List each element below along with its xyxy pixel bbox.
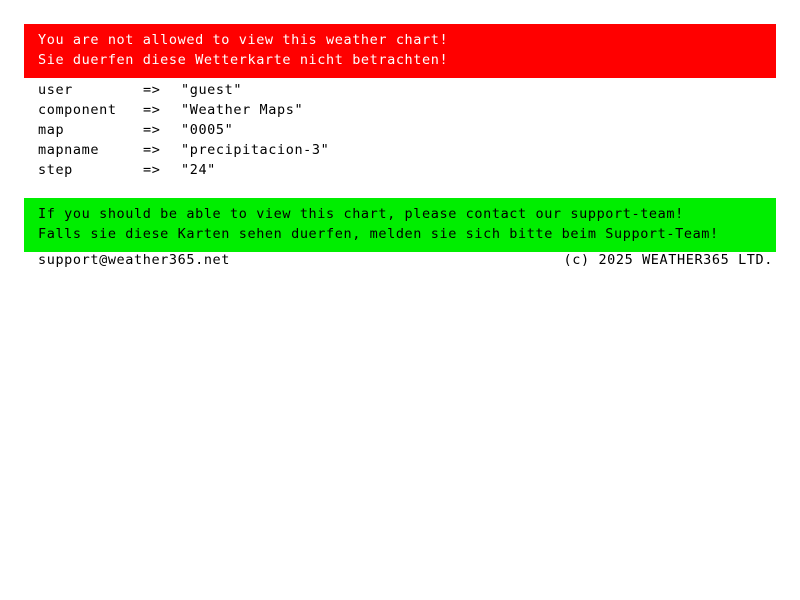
- param-value-step: "24": [181, 162, 216, 178]
- error-banner: [24, 24, 776, 78]
- param-value-mapname: "precipitacion-3": [181, 142, 330, 158]
- param-key-component: component: [38, 102, 117, 118]
- table-row: [38, 100, 329, 120]
- support-banner-line-en: If you should be able to view this chart, please contact our support-team!: [38, 206, 684, 222]
- param-key-step: step: [38, 162, 73, 178]
- support-banner: [24, 198, 776, 252]
- support-banner-line-de: Falls sie diese Karten sehen duerfen, melden sie sich bitte beim Support-Team!: [38, 226, 719, 242]
- param-arrow: =>: [143, 162, 161, 178]
- table-row: [38, 120, 329, 140]
- copyright-text: (c) 2025 WEATHER365 LTD.: [563, 252, 773, 268]
- param-key-user: user: [38, 82, 73, 98]
- param-arrow: =>: [143, 142, 161, 158]
- param-arrow: =>: [143, 102, 161, 118]
- footer: [38, 250, 773, 270]
- param-value-component: "Weather Maps": [181, 102, 304, 118]
- support-email-link[interactable]: support@weather365.net: [38, 252, 231, 268]
- param-key-mapname: mapname: [38, 142, 100, 158]
- parameter-list: [38, 80, 329, 180]
- error-banner-line-de: Sie duerfen diese Wetterkarte nicht betrachten!: [38, 52, 449, 68]
- param-value-user: "guest": [181, 82, 243, 98]
- param-value-map: "0005": [181, 122, 234, 138]
- table-row: [38, 160, 329, 180]
- table-row: [38, 80, 329, 100]
- param-arrow: =>: [143, 82, 161, 98]
- param-arrow: =>: [143, 122, 161, 138]
- error-banner-line-en: You are not allowed to view this weather chart!: [38, 32, 449, 48]
- param-key-map: map: [38, 122, 65, 138]
- table-row: [38, 140, 329, 160]
